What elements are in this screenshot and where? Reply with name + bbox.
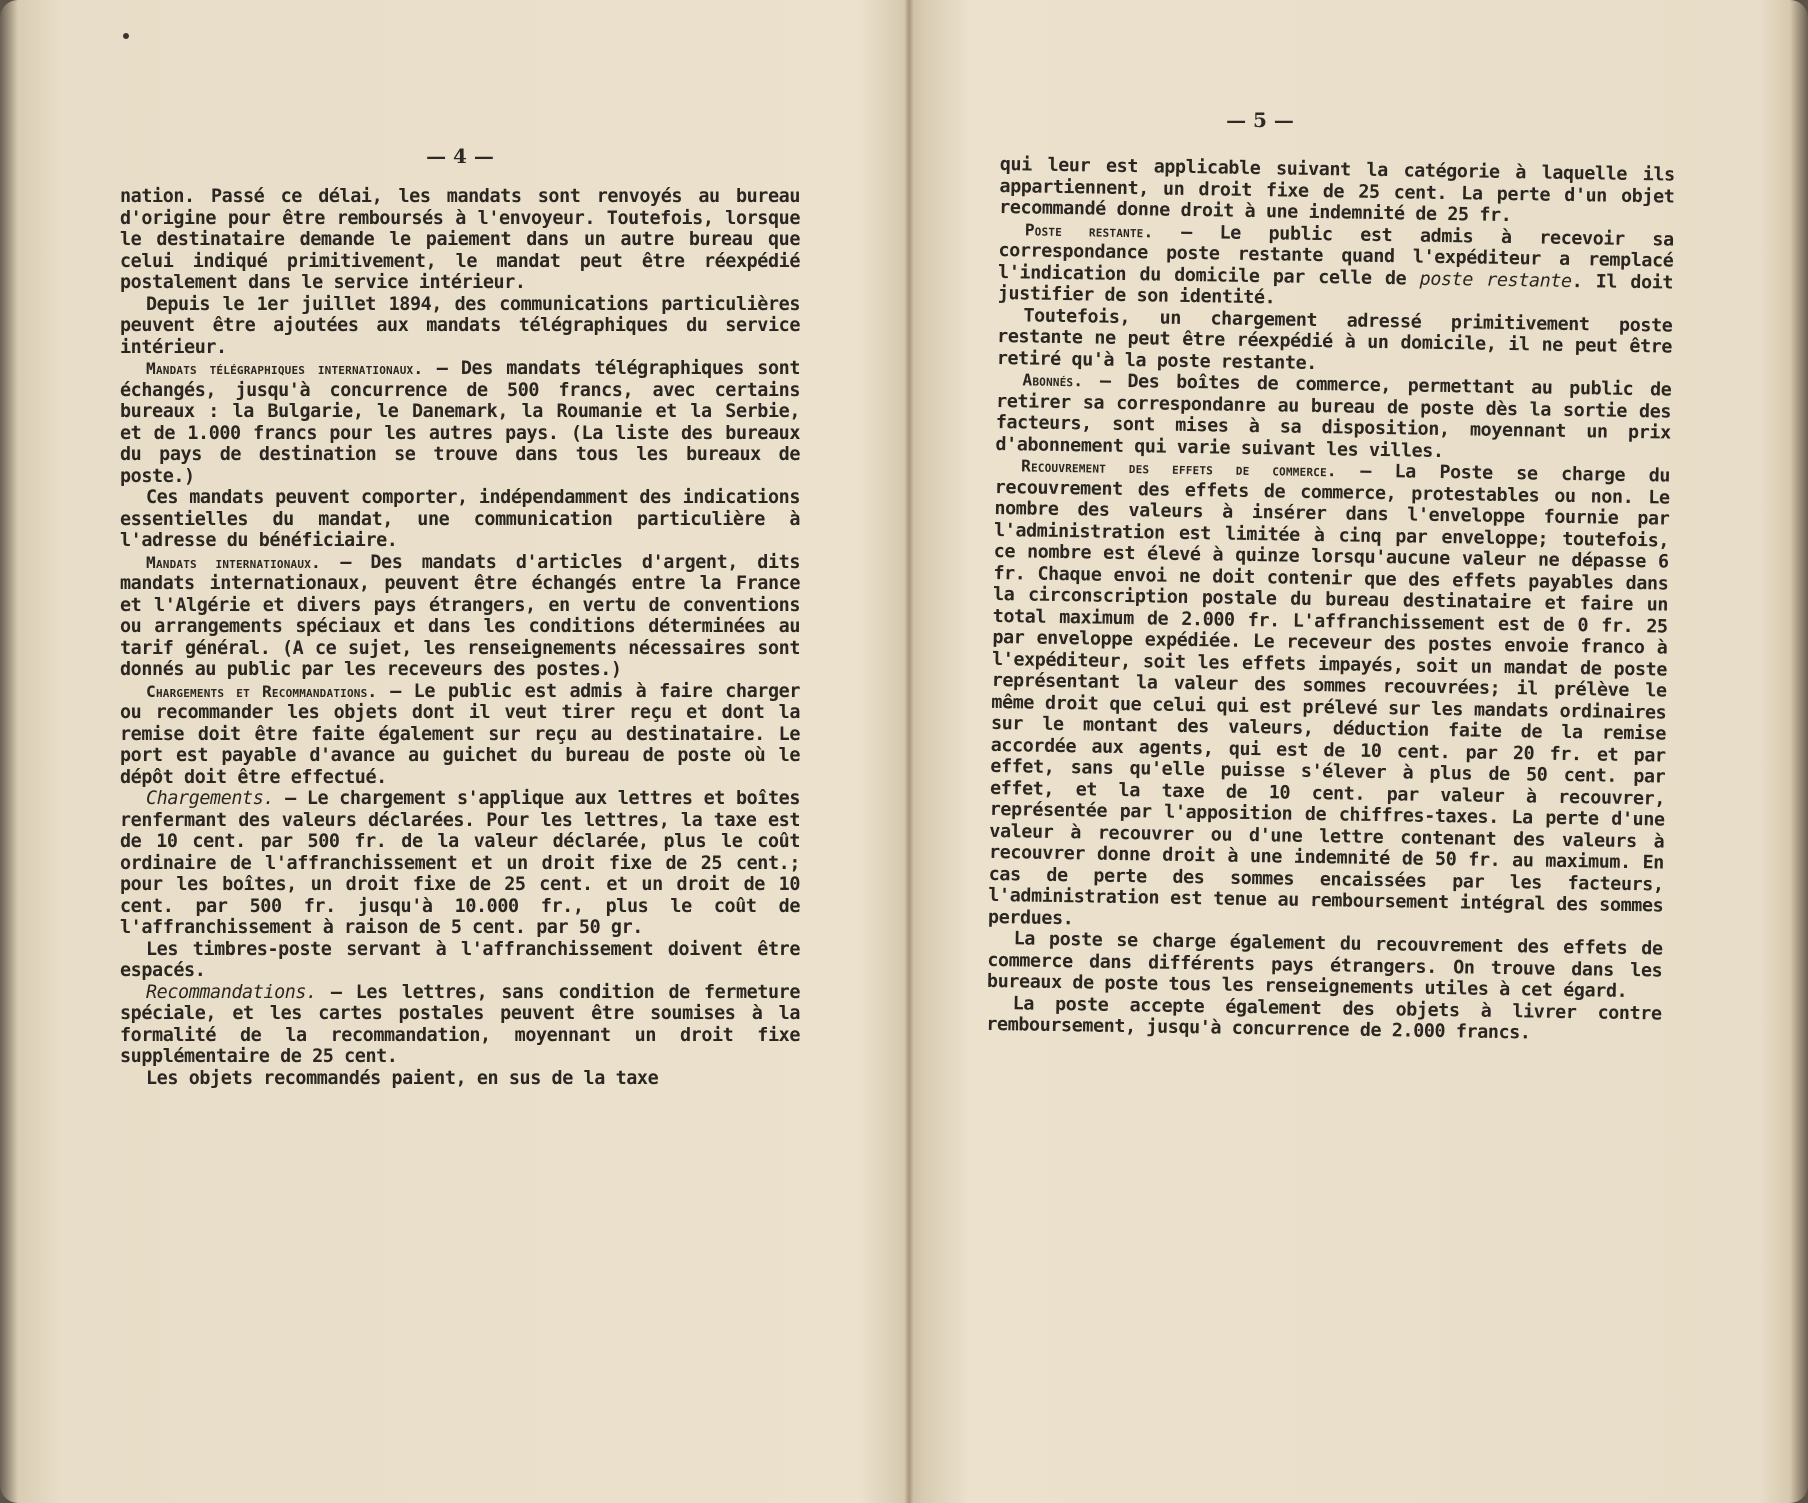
paragraph bbox=[987, 928, 1663, 1003]
paragraph-text: Les objets recommandés paient, en sus de la taxe bbox=[146, 1067, 659, 1089]
paragraph bbox=[988, 455, 1670, 939]
section-heading: Mandats télégraphiques internationaux. bbox=[146, 359, 424, 378]
paragraph bbox=[995, 369, 1671, 466]
paragraph-text: — Des mandats d'articles d'argent, dits mandats internationaux, peuvent être échangés entre la France et l'Algérie et divers pays étrangers, en vertu de conventions ou arrangements spéciaux et dans les conditions déterminées au tarif général. (A ce sujet, les renseignements nécessaires sont donnés au public par les receveurs des postes.) bbox=[120, 551, 800, 680]
italic-term: Recommandations. bbox=[146, 981, 317, 1003]
italic-term: Chargements. bbox=[146, 788, 275, 809]
paragraph-text: Les timbres-poste servant à l'affranchissement doivent être espacés. bbox=[120, 938, 800, 981]
section-heading: Abonnés. bbox=[1022, 370, 1084, 391]
paragraph-text: nation. Passé ce délai, les mandats sont renvoyés au bureau d'origine pour être remboursés à l'envoyeur. Toutefois, lorsque le destinataire demande le paiement dans un autre bureau que celui indiqué primitivement, le mandat peut être réexpédié postalement dans le service intérieur. bbox=[120, 186, 800, 293]
left-page bbox=[120, 0, 800, 1503]
paragraph-text: Ces mandats peuvent comporter, indépendamment des indications essentielles du mandat, une communication particulière à l'adresse du bénéficiaire. bbox=[120, 487, 800, 551]
paragraph bbox=[986, 992, 1662, 1046]
page-number-left: — 4 — bbox=[426, 144, 494, 168]
paragraph bbox=[120, 487, 800, 552]
italic-term: poste restante bbox=[1419, 268, 1572, 292]
paragraph-text: La poste accepte également des objets à livrer contre remboursement, jusqu'à concurrence de 2.000 francs. bbox=[986, 992, 1662, 1044]
paragraph-text: — Le public est admis à faire charger ou recommander les objets dont il veut tirer reçu et dont la remise doit être faite également sur reçu au destinataire. Le port est payable d'avance au guichet du bureau de poste où le dépôt doit être effectué. bbox=[120, 680, 800, 788]
paragraph bbox=[120, 1068, 800, 1090]
section-heading: Mandats internationaux. bbox=[146, 552, 321, 572]
paragraph-text: — Le chargement s'applique aux lettres et boîtes renfermant des valeurs déclarées. Pour les lettres, la taxe est de 10 cent. par 500 fr. de la valeur déclarée, plus le coût ordinaire de l'affranchissement et un droit fixe de 25 cent.; pour les boîtes, un droit fixe de 25 cent. et un droit de 10 cent. par 500 fr. jusqu'à 10.000 fr., plus le coût de l'affranchissement à raison de 5 cent. par 50 gr. bbox=[120, 788, 800, 938]
paragraph-text: qui leur est applicable suivant la catégorie à laquelle ils appartiennent, un droit fixe de 25 cent. La perte d'un objet recommandé donne droit à une indemnité de 25 fr. bbox=[998, 154, 1675, 227]
paragraph bbox=[120, 681, 800, 789]
paragraph bbox=[997, 304, 1673, 379]
paragraph-text: — Des boîtes de commerce, permettant au public de retirer sa correspondanre au bureau de poste dès la sortie des facteurs, sont mises à sa disposition, moyennant un prix d'abonnement qui varie suivant les villes. bbox=[995, 370, 1672, 462]
paragraph bbox=[998, 218, 1674, 315]
right-page-text bbox=[986, 154, 1675, 1046]
paragraph bbox=[120, 186, 800, 294]
paragraph bbox=[120, 294, 800, 359]
left-page-text bbox=[120, 186, 800, 1089]
paragraph bbox=[120, 982, 800, 1068]
paragraph bbox=[120, 939, 800, 982]
paragraph-text: — Les lettres, sans condition de fermeture spéciale, et les cartes postales peuvent être soumises à la formalité de la recommandation, moyennant un droit fixe supplémentaire de 25 cent. bbox=[120, 981, 800, 1067]
paragraph-text: Toutefois, un chargement adressé primitivement poste restante ne peut être réexpédié à un domicile, il ne peut être retiré qu'à la poste restante. bbox=[996, 304, 1673, 374]
book-gutter bbox=[905, 0, 913, 1503]
section-heading: Poste restante. bbox=[1024, 219, 1154, 241]
right-page bbox=[986, 0, 1675, 1503]
paragraph-text: — Le public est admis à recevoir sa correspondance poste restante quand l'expéditeur a remplacé l'indication du domicile par celle de bbox=[997, 220, 1674, 290]
paragraph-text: Depuis le 1er juillet 1894, des communications particulières peuvent être ajoutées aux mandats télégraphiques du service intérieur. bbox=[120, 293, 800, 358]
paragraph bbox=[120, 788, 800, 939]
paragraph-text: — La Poste se charge du recouvrement des effets de commerce, protestables ou non. Le nombre des valeurs à insérer dans l'enveloppe fournie par l'administration est limitée à cinq par enveloppe; toutefois, ce nombre est élevé à quinze lorsqu'aucune valeur ne dépasse 6 fr. Chaque envoi ne doit contenir que des effets payables dans la circonscription postale du bureau destinataire et faire un total maximum de 2.000 fr. L'affranchissement est de 0 fr. 25 par enveloppe expédiée. Le receveur des postes envoie franco à l'expéditeur, soit les effets impayés, soit un mandat de poste représentant la valeur des sommes recouvrées; il prélève le même droit que celui qui est prélevé sur les mandats ordinaires sur le montant des valeurs, déduction faite de la remise accordée aux agents, qui est de 10 cent. par 20 fr. et par effet, sans qu'elle puisse s'élever à plus de 50 cent. par effet, et la taxe de 10 cent. par valeur à recouvrer, représentée par l'apposition de chiffres-taxes. La perte d'une valeur à recouvrer ou d'une lettre contenant des valeurs à recouvrer donne droit à une indemnité de 50 fr. au maximum. En cas de perte des sommes encaissées par les facteurs, l'administration est tenue au remboursement intégral des sommes perdues. bbox=[987, 460, 1671, 929]
paragraph bbox=[120, 552, 800, 681]
paragraph bbox=[120, 358, 800, 487]
page-number-right: — 5 — bbox=[1226, 108, 1294, 132]
paragraph bbox=[999, 154, 1675, 229]
section-heading: Chargements et Recommandations. bbox=[146, 681, 378, 701]
section-heading: Recouvrement des effets de commerce. bbox=[1020, 456, 1337, 481]
paragraph-text: La poste se charge également du recouvrement des effets de commerce dans différents pays étrangers. On trouve dans les bureaux de poste tous les renseignements utiles à cet égard. bbox=[986, 928, 1663, 1002]
paragraph-text: . Il doit justifier de son identité. bbox=[997, 270, 1674, 309]
paragraph-text: — Des mandats télégraphiques sont échangés, jusqu'à concurrence de 500 francs, avec certains bureaux : la Bulgarie, le Danemark, la Roumanie et la Serbie, et de 1.000 francs pour les autres pays. (La liste des bureaux du pays de destination se trouve dans tous les bureaux de poste.) bbox=[120, 358, 800, 487]
